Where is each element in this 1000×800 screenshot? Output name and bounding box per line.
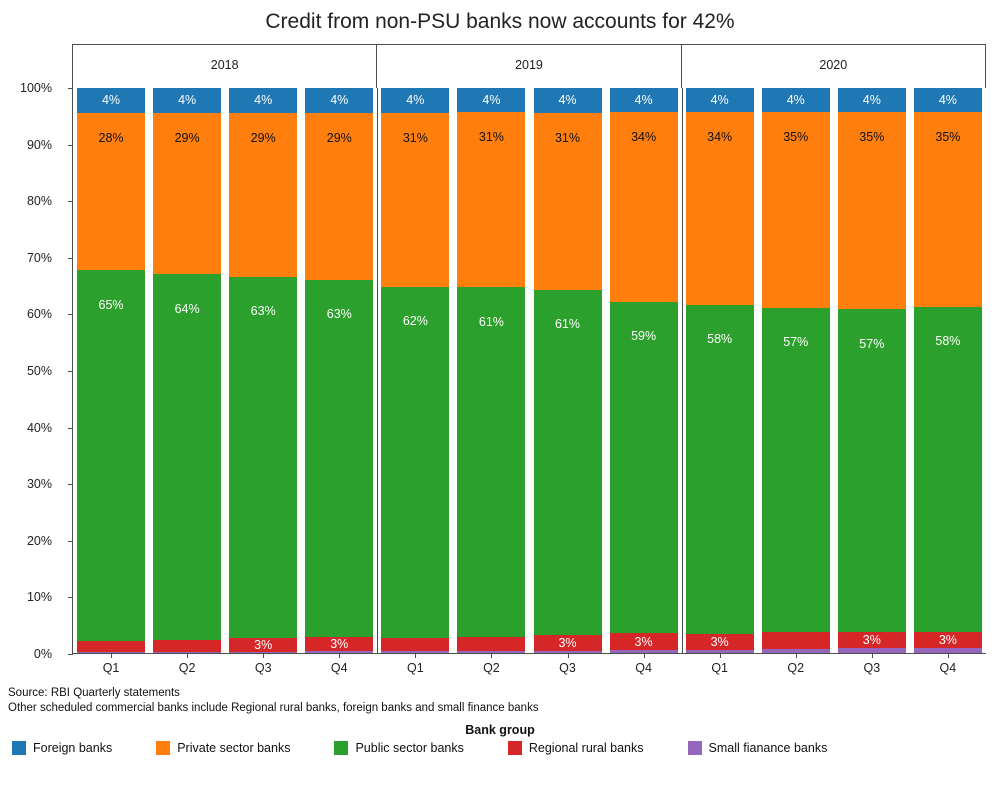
bar-segment-label: 63%	[250, 304, 276, 319]
bar-segment-label: 62%	[402, 314, 428, 329]
y-axis-tick-label: 80%	[26, 194, 52, 209]
bar-segment-label: 29%	[250, 130, 276, 145]
bar-segment-label: 57%	[783, 334, 809, 349]
y-axis-tick-label: 0%	[33, 647, 52, 661]
x-axis-tick-label: Q4	[939, 661, 957, 675]
bar-segment-label: 31%	[402, 130, 428, 145]
x-axis-tick-mark	[111, 653, 112, 658]
bar-segment[interactable]	[381, 113, 449, 287]
bar-segment[interactable]	[77, 88, 145, 113]
bar-segment[interactable]	[610, 112, 678, 302]
bar-segment-label: 61%	[554, 316, 581, 331]
bar-slot	[225, 88, 301, 675]
bar-segment[interactable]	[305, 637, 373, 652]
bar-segment[interactable]	[610, 302, 678, 634]
legend-swatch-icon	[688, 741, 702, 755]
bar-slot	[606, 88, 682, 675]
bar-segment-label: 4%	[101, 93, 121, 108]
bar-segment[interactable]	[305, 113, 373, 280]
y-axis-tick-label: 30%	[26, 477, 52, 492]
source-line: Source: RBI Quarterly statements	[8, 687, 180, 699]
x-axis-tick-mark	[263, 653, 264, 658]
bar-segment[interactable]	[686, 112, 754, 305]
x-axis-tick-mark	[644, 653, 645, 658]
legend-item[interactable]	[12, 741, 112, 755]
bar-segment[interactable]	[610, 633, 678, 650]
bar-slot	[377, 88, 453, 675]
bar-segment[interactable]	[914, 307, 982, 632]
x-axis-tick-mark	[720, 653, 721, 658]
legend-item[interactable]	[334, 741, 463, 755]
bar-segment[interactable]	[914, 112, 982, 307]
bar-segment[interactable]	[457, 287, 525, 636]
bar-segment[interactable]	[153, 88, 221, 113]
bar-segment[interactable]	[838, 309, 906, 631]
stacked-bar[interactable]	[914, 88, 982, 653]
legend-title: Bank group	[465, 723, 535, 737]
source-notes	[8, 686, 539, 716]
bar-segment-label: 3%	[254, 637, 273, 652]
bar-segment[interactable]	[686, 88, 754, 112]
bar-segment-label: 4%	[178, 93, 197, 108]
x-axis-tick-mark	[568, 653, 569, 658]
bar-segment[interactable]	[534, 635, 602, 650]
x-axis-tick-mark	[415, 653, 416, 658]
bar-segment-label: 3%	[330, 636, 349, 651]
bar-segment-label: 28%	[98, 130, 124, 145]
bar-segment[interactable]	[762, 88, 830, 112]
bar-segment[interactable]	[153, 274, 221, 640]
bar-segment[interactable]	[229, 638, 297, 652]
x-axis-tick-label: Q3	[559, 661, 576, 675]
stacked-bar[interactable]	[229, 88, 297, 653]
bar-slot	[758, 88, 834, 675]
x-axis-tick-label: Q4	[635, 661, 652, 675]
bar-segment[interactable]	[838, 632, 906, 649]
bar-segment-label: 31%	[554, 130, 581, 145]
bar-segment-label: 4%	[634, 92, 653, 107]
stacked-bar[interactable]	[381, 88, 449, 653]
y-axis-tick-label: 100%	[20, 81, 52, 95]
bar-segment[interactable]	[762, 308, 830, 632]
bar-segment-label: 34%	[631, 129, 657, 144]
bar-segment[interactable]	[457, 637, 525, 651]
year-group-separator	[682, 88, 683, 653]
bar-segment-label: 58%	[935, 333, 961, 348]
bar-slot	[529, 88, 605, 675]
bar-segment[interactable]	[305, 280, 373, 637]
bar-segment-label: 3%	[634, 634, 653, 649]
x-axis-tick-label: Q4	[330, 661, 348, 675]
x-axis-tick-label: Q2	[178, 661, 196, 675]
year-group-separator	[377, 88, 378, 653]
bar-segment[interactable]	[77, 641, 145, 652]
bar-segment-label: 34%	[707, 130, 733, 145]
bar-segment[interactable]	[457, 88, 525, 112]
bar-segment-label: 4%	[330, 93, 349, 108]
bar-segment[interactable]	[534, 113, 602, 290]
y-axis-tick-label: 10%	[26, 590, 52, 605]
y-axis-tick-label: 60%	[26, 307, 52, 322]
chart-title: Credit from non-PSU banks now accounts for 42%	[265, 10, 735, 33]
stacked-bar[interactable]	[153, 88, 221, 653]
legend-swatch-icon	[508, 741, 522, 755]
bar-segment[interactable]	[77, 270, 145, 640]
legend-swatch-icon	[334, 741, 348, 755]
bar-segment-label: 3%	[862, 632, 881, 647]
y-axis-tick-label: 40%	[26, 420, 52, 435]
bar-segment-label: 35%	[859, 129, 885, 144]
stacked-bar[interactable]	[77, 88, 145, 653]
bar-slot	[301, 88, 377, 675]
bar-segment-label: 61%	[478, 314, 504, 329]
bar-segment-label: 3%	[710, 634, 729, 649]
x-axis-tick-label: Q3	[254, 661, 272, 675]
bar-segment[interactable]	[229, 88, 297, 113]
bar-segment-label: 57%	[859, 336, 885, 351]
stacked-bar[interactable]	[457, 88, 525, 653]
definition-line: Other scheduled commercial banks include Regional rural banks, foreign banks and small finance banks	[8, 702, 539, 714]
bar-segment[interactable]	[77, 113, 145, 271]
stacked-bar[interactable]	[762, 88, 830, 653]
bar-segment-label: 4%	[710, 93, 729, 108]
legend-swatch-icon	[12, 741, 26, 755]
stacked-bar[interactable]	[838, 88, 906, 653]
x-axis-tick-mark	[491, 653, 492, 658]
bar-segment-label: 59%	[631, 328, 657, 343]
x-axis-tick-mark	[339, 653, 340, 658]
bar-segment[interactable]	[153, 113, 221, 275]
y-axis-tick-label: 70%	[26, 250, 52, 265]
bar-slot	[149, 88, 225, 675]
bar-segment-label: 29%	[174, 130, 200, 145]
bar-segment-label: 31%	[478, 129, 504, 144]
bar-segment-label: 35%	[935, 129, 961, 144]
legend-item[interactable]	[508, 741, 644, 755]
legend-item-label: Public sector banks	[355, 741, 464, 755]
bar-segment-label: 3%	[558, 636, 577, 651]
x-axis-tick-mark	[796, 653, 797, 658]
bar-segment[interactable]	[838, 88, 906, 112]
x-axis-tick-label: Q3	[863, 661, 881, 675]
bar-segment[interactable]	[381, 287, 449, 638]
legend-item[interactable]	[688, 741, 828, 755]
legend-item-label: Private sector banks	[177, 741, 291, 755]
plot-area	[20, 81, 986, 675]
year-group-label: 2020	[681, 45, 985, 88]
x-axis-tick-label: Q1	[407, 661, 424, 675]
bar-segment-label: 4%	[786, 92, 805, 107]
bar-series-container	[73, 88, 986, 675]
bar-segment-label: 65%	[98, 297, 124, 312]
bar-slot	[453, 88, 529, 675]
legend-item[interactable]	[156, 741, 290, 755]
bar-segment[interactable]	[534, 88, 602, 113]
bar-slot	[834, 88, 910, 675]
bar-segment[interactable]	[229, 113, 297, 277]
bar-segment[interactable]	[914, 88, 982, 112]
bar-slot	[73, 88, 149, 675]
x-axis-tick-mark	[187, 653, 188, 658]
year-group-label: 2018	[210, 58, 239, 72]
bar-segment[interactable]	[914, 632, 982, 649]
bar-segment-label: 4%	[482, 92, 501, 107]
bar-segment[interactable]	[686, 634, 754, 650]
y-axis-tick-mark	[68, 654, 73, 655]
stacked-bar[interactable]	[686, 88, 754, 653]
bar-segment-label: 4%	[862, 92, 881, 107]
bar-segment[interactable]	[381, 638, 449, 651]
bar-segment-label: 35%	[783, 129, 809, 144]
x-axis-tick-label: Q2	[787, 661, 805, 675]
bar-segment-label: 58%	[707, 332, 733, 347]
bar-segment[interactable]	[381, 88, 449, 113]
bar-segment-label: 29%	[326, 130, 352, 145]
bar-slot	[682, 88, 758, 675]
bar-segment-label: 3%	[938, 632, 957, 647]
x-axis-tick-label: Q2	[483, 661, 500, 675]
bar-segment-label: 64%	[174, 301, 200, 316]
x-axis-tick-label: Q1	[102, 661, 120, 675]
x-axis-tick-label: Q1	[711, 661, 728, 675]
legend-item-label: Foreign banks	[33, 741, 113, 755]
y-axis-tick-label: 90%	[26, 137, 52, 152]
legend	[12, 741, 988, 755]
bar-segment-label: 4%	[406, 93, 425, 108]
bar-segment[interactable]	[762, 112, 830, 308]
legend-swatch-icon	[156, 741, 170, 755]
bar-segment[interactable]	[762, 632, 830, 649]
year-group-band	[72, 44, 986, 88]
legend-item-label: Small fianance banks	[708, 741, 828, 755]
bar-segment[interactable]	[610, 88, 678, 112]
bar-slot	[910, 88, 986, 675]
legend-item-label: Regional rural banks	[528, 741, 644, 755]
x-axis-tick-mark	[948, 653, 949, 658]
year-group-label: 2019	[376, 45, 680, 88]
stacked-bar[interactable]	[534, 88, 602, 653]
bar-segment[interactable]	[686, 305, 754, 634]
bar-segment-label: 63%	[326, 306, 352, 321]
bar-segment[interactable]	[534, 290, 602, 636]
bar-segment-label: 4%	[938, 92, 957, 107]
bar-segment-label: 4%	[254, 93, 273, 108]
stacked-bar[interactable]	[610, 88, 678, 653]
stacked-bar[interactable]	[305, 88, 373, 653]
bar-segment-label: 4%	[558, 93, 577, 108]
bar-segment[interactable]	[229, 277, 297, 637]
x-axis-tick-mark	[872, 653, 873, 658]
bar-segment[interactable]	[838, 112, 906, 310]
y-axis-tick-label: 50%	[26, 364, 52, 378]
y-axis-tick-label: 20%	[26, 533, 52, 548]
bar-segment[interactable]	[457, 112, 525, 288]
bar-segment[interactable]	[153, 640, 221, 652]
bar-segment[interactable]	[305, 88, 373, 113]
